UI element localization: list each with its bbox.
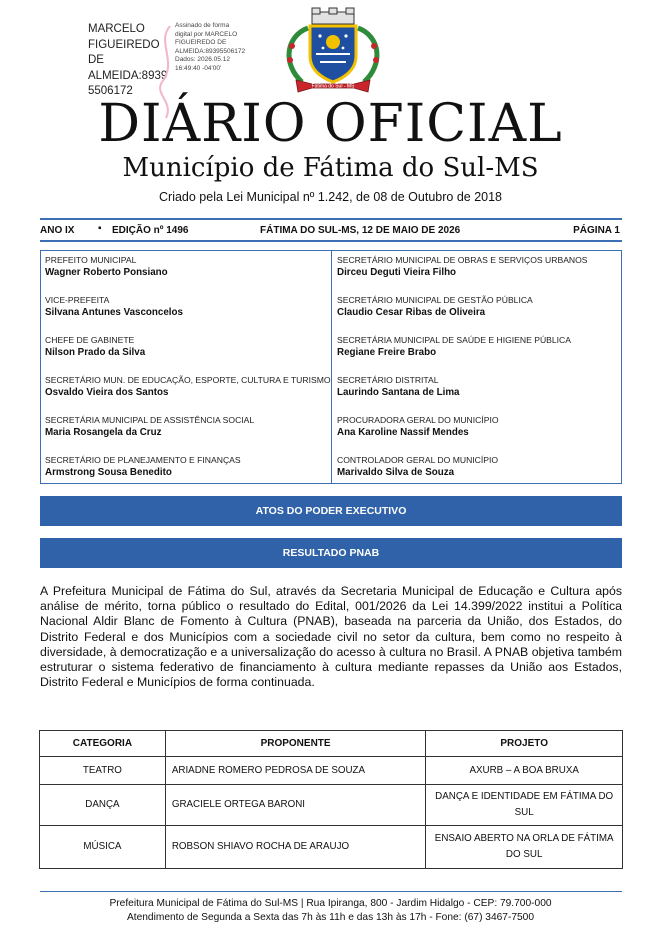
official-role: SECRETÁRIO MUNICIPAL DE OBRAS E SERVIÇOS URBANOS: [337, 255, 588, 265]
signature-meta-line: FIGUEIREDO DE: [175, 39, 227, 47]
signer-line: FIGUEIREDO DE: [88, 38, 160, 66]
official-entry: [337, 255, 622, 295]
official-name: Nilson Prado da Silva: [45, 347, 146, 358]
officials-box: [40, 250, 622, 484]
page-number: PÁGINA 1: [573, 224, 620, 236]
official-entry: [337, 415, 622, 455]
official-entry: [337, 455, 622, 495]
official-entry: [45, 375, 330, 415]
municipal-crest-icon: [268, 6, 398, 94]
footer-address: Prefeitura Municipal de Fátima do Sul-MS | Rua Ipiranga, 800 - Jardim Hidalgo - CEP: 79.700-000: [109, 898, 552, 909]
cell-categoria: TEATRO: [40, 757, 166, 785]
header-projeto: PROJETO: [426, 731, 623, 757]
cell-categoria: MÚSICA: [40, 826, 166, 869]
edition-bar: [40, 218, 622, 242]
official-name: Silvana Antunes Vasconcelos: [45, 307, 183, 318]
crest-ribbon-text: Fátima do Sul - MS: [311, 83, 355, 90]
official-entry: [45, 295, 330, 335]
official-name: Marivaldo Silva de Souza: [337, 467, 455, 478]
table-row: [40, 757, 623, 785]
table-header-row: [40, 731, 623, 757]
officials-right-column: [337, 255, 622, 495]
official-role: SECRETÁRIA MUNICIPAL DE ASSISTÊNCIA SOCIAL: [45, 415, 255, 425]
official-role: VICE-PREFEITA: [45, 295, 110, 305]
header-categoria: CATEGORIA: [40, 731, 166, 757]
official-entry: [45, 415, 330, 455]
official-entry: [337, 335, 622, 375]
section-banner-atos: ATOS DO PODER EXECUTIVO: [40, 496, 622, 526]
official-role: CHEFE DE GABINETE: [45, 335, 135, 345]
official-name: Ana Karoline Nassif Mendes: [337, 427, 469, 438]
column-divider: [331, 251, 332, 483]
official-entry: [45, 455, 330, 495]
cell-proponente: ROBSON SHIAVO ROCHA DE ARAUJO: [165, 826, 426, 869]
official-role: SECRETÁRIO MUN. DE EDUCAÇÃO, ESPORTE, CULTURA E TURISMO: [45, 375, 331, 385]
page-title: DIÁRIO OFICIAL: [98, 94, 563, 154]
table-row: [40, 826, 623, 869]
signature-meta-line: Assinado de forma: [175, 22, 230, 29]
header-proponente: PROPONENTE: [165, 731, 426, 757]
signature-meta-line: 16:49:40 -04'00': [175, 64, 222, 72]
page-footer: [0, 897, 661, 925]
signer-line: 5506172: [88, 85, 133, 97]
official-name: Maria Rosangela da Cruz: [45, 427, 162, 438]
official-role: SECRETÁRIO DISTRITAL: [337, 375, 439, 385]
official-name: Claudio Cesar Ribas de Oliveira: [337, 307, 486, 318]
official-name: Wagner Roberto Ponsiano: [45, 267, 168, 278]
edition-number: EDIÇÃO nº 1496: [112, 224, 189, 236]
cell-projeto: DANÇA E IDENTIDADE EM FÁTIMA DO SUL: [426, 785, 623, 826]
official-role: CONTROLADOR GERAL DO MUNICÍPIO: [337, 455, 499, 465]
official-role: SECRETÁRIA MUNICIPAL DE SAÚDE E HIGIENE PÚBLICA: [337, 335, 571, 345]
bullet-icon: ▪: [98, 223, 102, 234]
official-entry: [337, 375, 622, 415]
official-role: SECRETÁRIO MUNICIPAL DE GESTÃO PÚBLICA: [337, 295, 533, 305]
official-name: Dirceu Deguti Vieira Filho: [337, 267, 457, 278]
signature-metadata: [175, 22, 275, 74]
edition-date: FÁTIMA DO SUL-MS, 12 DE MAIO DE 2026: [260, 224, 461, 236]
official-name: Laurindo Santana de Lima: [337, 387, 460, 398]
section-banner-resultado: RESULTADO PNAB: [40, 538, 622, 568]
creation-law-note: Criado pela Lei Municipal nº 1.242, de 08 de Outubro de 2018: [159, 190, 502, 204]
edition-year: ANO IX: [40, 224, 75, 236]
cell-categoria: DANÇA: [40, 785, 166, 826]
cell-proponente: ARIADNE ROMERO PEDROSA DE SOUZA: [165, 757, 426, 785]
official-entry: [45, 335, 330, 375]
officials-left-column: [45, 255, 330, 495]
signature-meta-line: digital por MARCELO: [175, 30, 238, 38]
cell-projeto: AXURB – A BOA BRUXA: [426, 757, 623, 785]
page-subtitle: Município de Fátima do Sul-MS: [122, 153, 539, 183]
official-entry: [45, 255, 330, 295]
table-row: [40, 785, 623, 826]
signature-meta-line: ALMEIDA:89395506172: [175, 47, 246, 55]
official-name: Armstrong Sousa Benedito: [45, 467, 172, 478]
results-table: [39, 730, 623, 869]
cell-projeto: ENSAIO ABERTO NA ORLA DE FÁTIMA DO SUL: [426, 826, 623, 869]
official-role: PREFEITO MUNICIPAL: [45, 255, 137, 265]
cell-proponente: GRACIELE ORTEGA BARONI: [165, 785, 426, 826]
signer-line: MARCELO: [88, 23, 145, 35]
footer-divider: [40, 891, 622, 892]
official-entry: [337, 295, 622, 335]
official-role: PROCURADORA GERAL DO MUNICÍPIO: [337, 415, 499, 425]
official-role: SECRETÁRIO DE PLANEJAMENTO E FINANÇAS: [45, 455, 241, 465]
body-paragraph: A Prefeitura Municipal de Fátima do Sul, através da Secretaria Municipal de Educação e Cultura após análise de mérito, torna público o resultado do Edital, 001/2026 da Lei 14.399/2022 institui a Política Nacional Aldir Blanc de Fomento à Cultura (PNAB), baseada na parceria da União, dos Estados, do Distrito Federal e dos Municípios com a sociedade civil no setor da cultura, bem como no respeito à diversidade, à democratização e a universalização do acesso à cultura no Brasil. A PNAB objetiva também estruturar o sistema federativo de financiamento à cultura mediante repasses da União aos Estados, Distrito Federal e Municípios de forma continuada.: [40, 584, 622, 690]
footer-hours: Atendimento de Segunda a Sexta das 7h às 11h e das 13h às 17h - Fone: (67) 3467-7500: [126, 912, 535, 923]
official-name: Osvaldo Vieira dos Santos: [45, 387, 169, 398]
official-name: Regiane Freire Brabo: [337, 347, 437, 358]
signer-line: ALMEIDA:8939: [88, 69, 168, 82]
signature-meta-line: Dados: 2026.05.12: [175, 56, 230, 64]
